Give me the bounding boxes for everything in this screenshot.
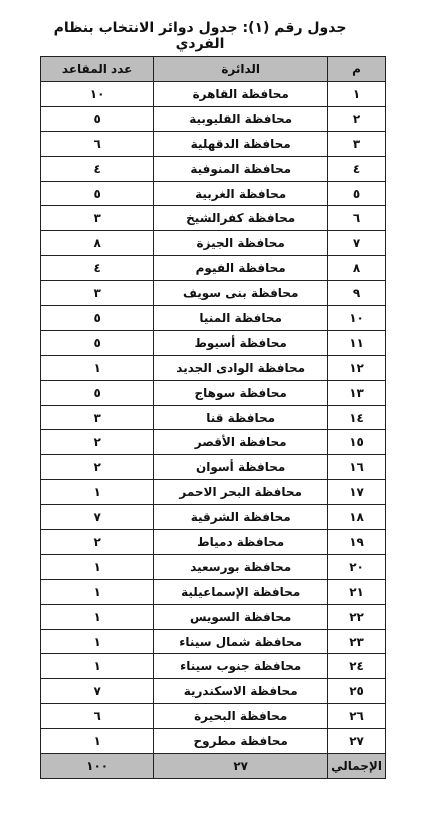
table-row [41, 405, 386, 430]
row-seats-cell: ١ [41, 480, 154, 505]
row-seats-cell: ٨ [41, 231, 154, 256]
row-num-cell: ١٥ [328, 430, 386, 455]
table-row [41, 82, 386, 107]
header-num: م [328, 57, 386, 82]
row-num-cell: ١١ [328, 330, 386, 355]
row-district-cell: محافظة دمياط [154, 530, 328, 555]
row-seats-cell: ٣ [41, 281, 154, 306]
table-row [41, 430, 386, 455]
row-seats-cell: ٥ [41, 181, 154, 206]
table-row [41, 505, 386, 530]
row-district-cell: محافظة المنيا [154, 306, 328, 331]
row-district-cell: محافظة الغربية [154, 181, 328, 206]
row-num-cell: ٩ [328, 281, 386, 306]
row-district-cell: محافظة الفيوم [154, 256, 328, 281]
row-num-cell: ١٧ [328, 480, 386, 505]
row-district-cell: محافظة مطروح [154, 729, 328, 754]
table-title: جدول رقم (١): جدول دوائر الانتخاب بنظام الفردي [53, 20, 347, 52]
row-district-cell: محافظة بورسعيد [154, 554, 328, 579]
row-num-cell: ٦ [328, 206, 386, 231]
row-district-cell: محافظة الإسماعيلية [154, 579, 328, 604]
row-num-cell: ١ [328, 82, 386, 107]
row-seats-cell: ١ [41, 355, 154, 380]
row-num-cell: ٨ [328, 256, 386, 281]
row-seats-cell: ٦ [41, 704, 154, 729]
row-seats-cell: ٤ [41, 156, 154, 181]
row-num-cell: ٣ [328, 131, 386, 156]
table-row [41, 231, 386, 256]
total-districts: ٢٧ [154, 754, 328, 779]
header-seats: عدد المقاعد [41, 57, 154, 82]
table-row [41, 704, 386, 729]
row-seats-cell: ٥ [41, 330, 154, 355]
row-district-cell: محافظة شمال سيناء [154, 629, 328, 654]
row-district-cell: محافظة قنا [154, 405, 328, 430]
row-seats-cell: ٦ [41, 131, 154, 156]
row-num-cell: ٤ [328, 156, 386, 181]
row-seats-cell: ١ [41, 629, 154, 654]
row-seats-cell: ٧ [41, 505, 154, 530]
row-num-cell: ٢٦ [328, 704, 386, 729]
table-row [41, 256, 386, 281]
row-district-cell: محافظة أسوان [154, 455, 328, 480]
total-row [41, 754, 386, 779]
table-row [41, 281, 386, 306]
row-district-cell: محافظة جنوب سيناء [154, 654, 328, 679]
table-row [41, 480, 386, 505]
row-num-cell: ٧ [328, 231, 386, 256]
table-row [41, 181, 386, 206]
row-num-cell: ٢٢ [328, 604, 386, 629]
row-seats-cell: ٣ [41, 206, 154, 231]
table-header-row [41, 57, 386, 82]
row-seats-cell: ١ [41, 579, 154, 604]
row-seats-cell: ١ [41, 604, 154, 629]
table-body [41, 82, 386, 754]
row-district-cell: محافظة البحيرة [154, 704, 328, 729]
total-seats: ١٠٠ [41, 754, 154, 779]
table-row [41, 106, 386, 131]
row-num-cell: ١٩ [328, 530, 386, 555]
row-seats-cell: ٣ [41, 405, 154, 430]
districts-table [40, 56, 386, 779]
row-num-cell: ١٣ [328, 380, 386, 405]
table-row [41, 156, 386, 181]
row-seats-cell: ٧ [41, 679, 154, 704]
row-district-cell: محافظة كفرالشيخ [154, 206, 328, 231]
row-district-cell: محافظة السويس [154, 604, 328, 629]
table-row [41, 355, 386, 380]
row-num-cell: ١٤ [328, 405, 386, 430]
row-num-cell: ٢٥ [328, 679, 386, 704]
row-district-cell: محافظة القليوبية [154, 106, 328, 131]
row-district-cell: محافظة بنى سويف [154, 281, 328, 306]
row-seats-cell: ٤ [41, 256, 154, 281]
table-row [41, 380, 386, 405]
row-seats-cell: ١٠ [41, 82, 154, 107]
table-row [41, 629, 386, 654]
row-num-cell: ٢٠ [328, 554, 386, 579]
table-row [41, 455, 386, 480]
row-num-cell: ١٢ [328, 355, 386, 380]
row-num-cell: ٥ [328, 181, 386, 206]
table-row [41, 306, 386, 331]
row-seats-cell: ٥ [41, 380, 154, 405]
row-district-cell: محافظة القاهرة [154, 82, 328, 107]
row-seats-cell: ٥ [41, 306, 154, 331]
row-num-cell: ١٨ [328, 505, 386, 530]
header-district: الدائرة [154, 57, 328, 82]
row-seats-cell: ٢ [41, 530, 154, 555]
row-num-cell: ٢١ [328, 579, 386, 604]
row-district-cell: محافظة الأقصر [154, 430, 328, 455]
row-district-cell: محافظة الاسكندرية [154, 679, 328, 704]
table-row [41, 729, 386, 754]
row-district-cell: محافظة الشرقية [154, 505, 328, 530]
total-label: الإجمالي [328, 754, 386, 779]
row-seats-cell: ١ [41, 654, 154, 679]
row-district-cell: محافظة الوادى الجديد [154, 355, 328, 380]
row-seats-cell: ٥ [41, 106, 154, 131]
row-district-cell: محافظة سوهاج [154, 380, 328, 405]
row-district-cell: محافظة أسيوط [154, 330, 328, 355]
table-row [41, 654, 386, 679]
table-row [41, 554, 386, 579]
row-district-cell: محافظة المنوفية [154, 156, 328, 181]
table-row [41, 530, 386, 555]
row-num-cell: ٢٣ [328, 629, 386, 654]
row-district-cell: محافظة الدقهلية [154, 131, 328, 156]
row-seats-cell: ٢ [41, 455, 154, 480]
row-seats-cell: ١ [41, 729, 154, 754]
table-row [41, 131, 386, 156]
row-district-cell: محافظة البحر الاحمر [154, 480, 328, 505]
table-row [41, 330, 386, 355]
table-row [41, 206, 386, 231]
table-row [41, 604, 386, 629]
row-num-cell: ١٦ [328, 455, 386, 480]
row-district-cell: محافظة الجيزة [154, 231, 328, 256]
table-row [41, 679, 386, 704]
row-seats-cell: ١ [41, 554, 154, 579]
row-num-cell: ١٠ [328, 306, 386, 331]
row-num-cell: ٢٤ [328, 654, 386, 679]
row-num-cell: ٢ [328, 106, 386, 131]
row-num-cell: ٢٧ [328, 729, 386, 754]
row-seats-cell: ٢ [41, 430, 154, 455]
table-row [41, 579, 386, 604]
